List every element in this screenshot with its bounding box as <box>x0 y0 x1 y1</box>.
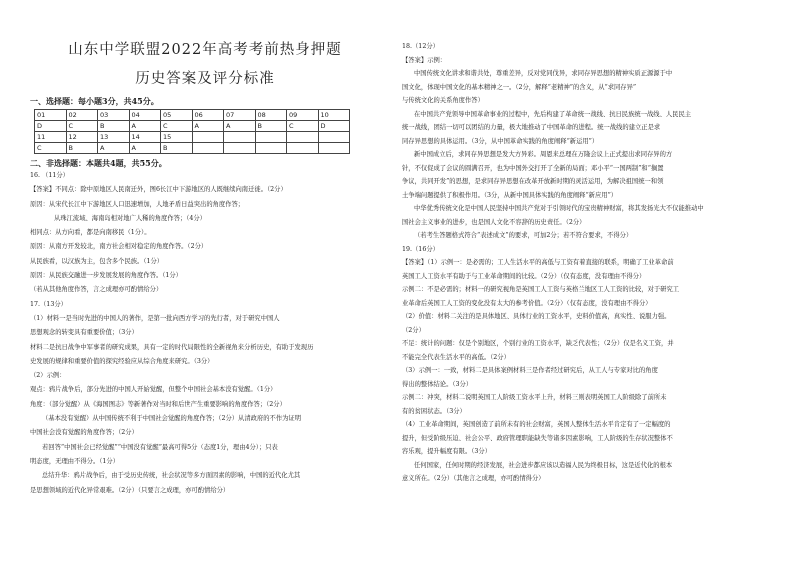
answer-line: 提升，但受阶级压迫、社会公平、政府管理职能缺失等诸多因素影响，工人阶级的生存状况整体不 <box>402 434 673 442</box>
answer-line: 从民族看，以汉族为主，包含多个民族。（1分） <box>30 257 164 265</box>
table-cell <box>287 132 319 143</box>
table-cell: 06 <box>192 110 224 121</box>
table-cell: 08 <box>255 110 287 121</box>
document-subtitle: 历史答案及评分标准 <box>135 71 275 87</box>
table-cell: D <box>318 121 350 132</box>
table-cell: 05 <box>161 110 193 121</box>
table-cell: A <box>98 143 130 154</box>
answer-line: （2）示例： <box>30 372 66 380</box>
section-2-heading: 二、非选择题：本题共4题，共55分。 <box>30 158 167 168</box>
table-row <box>35 143 350 154</box>
answer-line: 争议，共同开发”的思想，是求同存异思想在改革开放新时期的灵活运用，为解决祖国统一和领 <box>402 178 664 185</box>
answer-line: 16. （11分） <box>30 172 69 179</box>
answer-line: 示例二：冲突，材料二说明英国工人阶级工资水平上升，材料三则表明英国工人阶级除了前所未 <box>402 394 667 401</box>
answer-line: 【答案】（1）示例一：是必需的；工人生活水平的高低与工资有着直接的联系，明确了工业革命前 <box>402 259 674 266</box>
table-cell <box>255 143 287 154</box>
table-cell: B <box>66 143 98 154</box>
table-cell: A <box>129 143 161 154</box>
answer-line: 【答案】示例： <box>402 56 447 64</box>
table-cell: D <box>35 121 67 132</box>
document-title: 山东中学联盟2022年高考考前热身押题 <box>68 42 342 58</box>
answer-line: （基本没有觉醒）从中国传统不利于中国社会觉醒的角度作答；（2分）从清政府的不作为证明 <box>42 415 302 423</box>
table-cell: 07 <box>224 110 256 121</box>
answer-line: 不足：统计的问题：仅是个别地区，个别行业的工资水平，缺乏代表性；（2分）仅是名义工资，并 <box>402 340 674 347</box>
table-cell: B <box>98 121 130 132</box>
table-row <box>35 132 350 143</box>
answer-line: 中国传统文化讲求和谐共处，尊重差异，反对党同伐异，求同存异思想的精神实质正源源于中 <box>414 70 673 77</box>
table-cell <box>192 143 224 154</box>
answer-line: 国社会主义事业的进步，也是国人文化不容辞的历史责任。（2分） <box>402 218 586 226</box>
answer-line: 与传统文化的关系角度作答） <box>402 97 484 104</box>
answer-line: 是思想领域的近代化异常艰难。（2分）（只要言之成理，亦可酌情给分） <box>30 486 230 494</box>
answer-line: 原因：从民族交融进一步发展发展的角度作答。（1分） <box>30 272 182 280</box>
table-cell: B <box>161 143 193 154</box>
table-cell: C <box>35 143 67 154</box>
answer-line: 有的贫困状态。（3分） <box>402 407 466 415</box>
answer-line: 中华优秀传统文化是中国人民坚持中国共产党对于引领时代的宝贵精神财富，将其发扬光大不仅能推动中 <box>414 205 704 212</box>
answer-line: 从珠江流域、海南岛相对地广人稀的角度作答；（4分） <box>54 214 206 222</box>
table-cell: 14 <box>129 132 161 143</box>
answer-line: 思想观念的转变具有重要价值；（3分） <box>30 329 138 337</box>
table-row <box>35 121 350 132</box>
table-cell: B <box>255 121 287 132</box>
answer-line: 角度：（部分觉醒）从《海国图志》等新著作对当时和后世产生重要影响的角度作答；（2分） <box>30 400 286 408</box>
answer-line: 总结升华：鸦片战争后，由于受历史传统，社会状况等多方面因素的影响，中国的近代化尤其 <box>42 472 301 480</box>
table-cell: 01 <box>35 110 67 121</box>
table-cell: 02 <box>66 110 98 121</box>
answer-line: 原因：从宋代长江中下游地区人口迅速增加，人地矛盾日益突出的角度作答； <box>30 200 245 208</box>
answer-line: 得出的整体结论。（3分） <box>402 380 473 388</box>
table-cell <box>255 132 287 143</box>
table-cell: A <box>224 121 256 132</box>
table-cell: 11 <box>35 132 67 143</box>
answer-line: （1）材料一是当时先进的中国人的著作，是第一批向西方学习的先行者，对于研究中国人 <box>30 314 280 322</box>
left-column <box>30 0 380 498</box>
table-cell: 09 <box>287 110 319 121</box>
answer-line: 史发展的规律和重要价值的探究经验应从综合角度来研究。（3分） <box>30 357 214 365</box>
answer-line: （2分） <box>402 326 425 334</box>
table-cell: 15 <box>161 132 193 143</box>
answer-line: 材料二是抗日战争中军事者的研究成果，具有一定的时代局限性的全新视角来分析历史，有助于发现历 <box>30 343 314 351</box>
answer-line: 17.（13分） <box>30 300 67 308</box>
table-cell: C <box>287 121 319 132</box>
section-1-heading: 一、选择题：每小题3分，共45分。 <box>30 96 159 106</box>
answer-line: （若考生答题格式符合“表述成文”的要求，可加2分；若不符合要求，不得分） <box>414 232 633 239</box>
table-row <box>35 110 350 121</box>
table-cell <box>318 143 350 154</box>
answer-line: 若回答“中国社会已经觉醒”“中国没有觉醒”最高可得5分（态度1分，理由4分）；只表 <box>42 443 278 451</box>
answer-line: 不能完全代表生活水平的高低。（2分） <box>402 353 510 361</box>
answer-line: 在中国共产党领导中国革命事业的过程中，先后构建了革命统一战线、抗日民族统一战线、人民民主 <box>414 110 692 118</box>
answer-line: 原因：从南方开发较北，南方社会相对稳定的角度作答。（2分） <box>30 243 208 251</box>
table-cell: C <box>66 121 98 132</box>
answer-line: （2）价值：材料二关注的是具体地区、具体行业的工资水平，史料价值高，真实性、说服力强。 <box>402 313 671 320</box>
answer-line: 意义所在。（2分）（其他言之成理，亦可酌情得分） <box>402 475 545 482</box>
answer-line: 中国社会没有觉醒的角度作答；（2分） <box>30 429 138 437</box>
table-cell <box>192 132 224 143</box>
table-cell: 10 <box>318 110 350 121</box>
table-cell <box>287 143 319 154</box>
answer-line: 同存异思想的具体运用。（3分，从中国革命实践的角度阐释“新运用”） <box>402 137 599 145</box>
answer-line: （3）示例一：一致，材料二是具体案例材料三是作者经过研究后，从工人与专家对比的角度 <box>402 367 658 374</box>
answer-line: 示例二：不是必需的；材料一的研究视角是英国工人工资与英格兰地区工人工资的比较，对于研究工 <box>402 286 680 293</box>
table-cell <box>224 143 256 154</box>
answer-line: 统一战线，团结一切可以团结的力量，极大地推动了中国革命的进程。统一战线的建立正是求 <box>402 124 661 131</box>
right-column <box>402 40 772 486</box>
answer-line: 明态度，无理由不得分。（1分） <box>30 457 120 465</box>
answer-line: 容乐观，提升幅度有限。（3分） <box>402 448 492 455</box>
answer-line: 观点：鸦片战争后，部分先进的中国人开始觉醒，但整个中国社会基本没有觉醒。（1分） <box>30 386 277 394</box>
answer-line: 【答案】不同点：除中原地区人民南迁外，图6长江中下游地区的人既继续向南迁徙。（2分） <box>30 186 287 194</box>
answer-line: 任何国家，任何时期的经济发展，社会进步都应该以造福人民为终极目标，这是近代化的根本 <box>414 461 673 469</box>
table-cell <box>224 132 256 143</box>
answer-line: 业革命后英国工人工资的变化没有太大的参考价值。（2分）（仅有态度，没有理由不得分） <box>402 299 652 307</box>
answer-line: 相同点：从方向看，都是向南移民（1分）。 <box>30 229 151 237</box>
table-cell: A <box>129 121 161 132</box>
table-cell: 13 <box>98 132 130 143</box>
answer-line: 19.（16分） <box>402 245 439 253</box>
table-cell: 12 <box>66 132 98 143</box>
table-cell <box>318 132 350 143</box>
answer-line: 针，不仅促成了会议的圆满召开，也为中国外交打开了全新的局面；邓小平“一国两制”和“搁置 <box>402 164 664 172</box>
table-cell: 04 <box>129 110 161 121</box>
table-cell: A <box>192 121 224 132</box>
answer-line: （若从其他角度作答，言之成理亦可酌情给分） <box>30 286 163 294</box>
answer-line: 国文化，体现中国文化的基本精神之一。（2分，解释“老精神”的含义，从“求同存异” <box>402 83 637 91</box>
answer-line: 土争端问题提供了积极作用。（3分，从新中国具体实践的角度阐释“新应用”） <box>402 191 618 199</box>
answer-line: 18.（12分） <box>402 43 439 50</box>
answer-table <box>34 109 350 154</box>
answer-line: 新中国成立后，求同存异思想是发大方异彩。周恩来总理在万隆会议上正式提出求同存异的方 <box>414 151 673 158</box>
table-cell: 03 <box>98 110 130 121</box>
table-cell: C <box>161 121 193 132</box>
answer-line: 英国工人工资水平有助于与工业革命期间的比较。（2分）（仅有态度，没有理由不得分） <box>402 272 646 280</box>
answer-line: （4）工业革命期间，英国创造了前所未有的社会财富，英国人整体生活水平肯定有了一定幅度的 <box>402 421 671 428</box>
